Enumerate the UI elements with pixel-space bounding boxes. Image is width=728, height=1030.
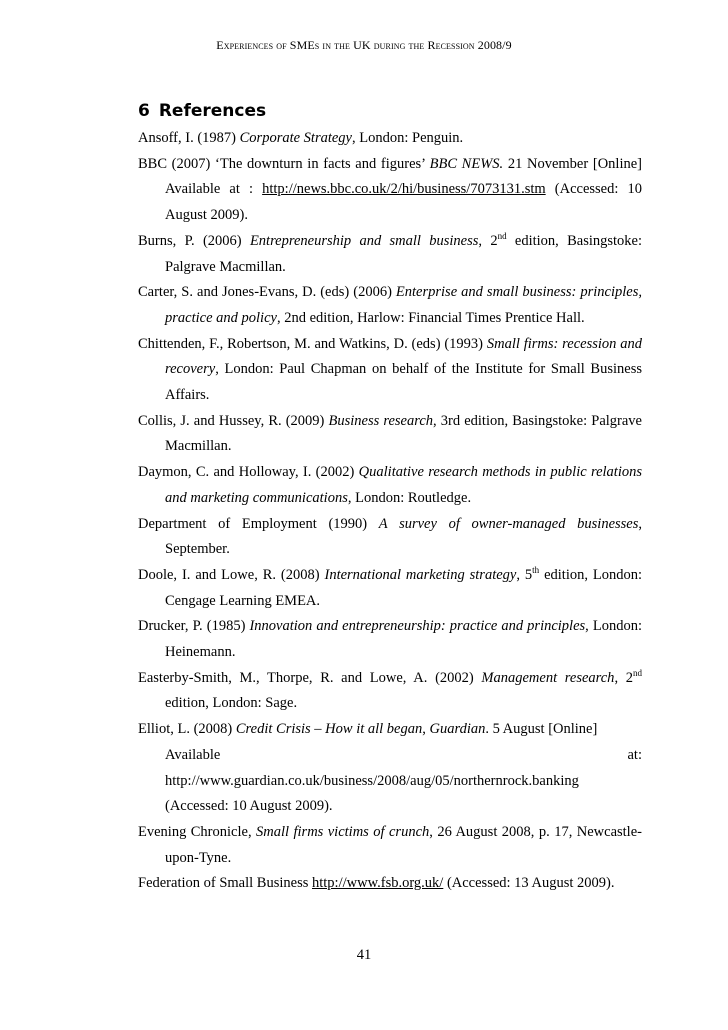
reference-entry: Evening Chronicle, Small firms victims of crunch, 26 August 2008, p. 17, Newcastle-upon-Tyne. [138,823,642,866]
reference-entry: Drucker, P. (1985) Innovation and entrepreneurship: practice and principles, London: Heinemann. [138,618,642,661]
running-header: Experiences of SMEs in the UK during the Recession 2008/9 [216,38,512,52]
section-heading [138,101,266,121]
reference-entry: Easterby-Smith, M., Thorpe, R. and Lowe, A. (2002) Management research, 2nd edition, London: Sage. [138,667,642,712]
reference-link[interactable]: http://www.guardian.co.uk/business/2008/aug/05/northernrock.banking [165,772,579,789]
reference-entry: Collis, J. and Hussey, R. (2009) Business research, 3rd edition, Basingstoke: Palgrave Macmillan. [138,412,642,455]
reference-entry: Daymon, C. and Holloway, I. (2002) Qualitative research methods in public relations and marketing communications, London: Routledge. [138,464,643,506]
reference-entry: Carter, S. and Jones-Evans, D. (eds) (2006) Enterprise and small business: principles, practice and policy, 2nd edition, Harlow: Financial Times Prentice Hall. [138,284,642,326]
reference-entry: Federation of Small Business http://www.fsb.org.uk/ (Accessed: 13 August 2009). [138,875,615,892]
reference-list [138,126,642,897]
section-title: References [158,101,267,121]
reference-entry: Elliot, L. (2008) Credit Crisis – How it all began, Guardian. 5 August [Online] Available at: http://www.guardian.co.uk/business/2008/aug/05/northernrock.banking (Accessed: 10 August 2009). [138,721,642,815]
reference-entry: Burns, P. (2006) Entrepreneurship and small business, 2nd edition, Basingstoke: Palgrave Macmillan. [138,230,643,275]
reference-link[interactable]: http://www.fsb.org.uk/ [312,875,444,892]
reference-link[interactable]: http://news.bbc.co.uk/2/hi/business/7073131.stm [262,181,546,198]
page-number: 41 [356,947,372,963]
reference-entry: Doole, I. and Lowe, R. (2008) International marketing strategy, 5th edition, London: Cengage Learning EMEA. [138,565,643,609]
reference-entry: Ansoff, I. (1987) Corporate Strategy, London: Penguin. [138,130,464,146]
reference-entry: Department of Employment (1990) A survey of owner-managed businesses, September. [138,515,643,558]
reference-entry: Chittenden, F., Robertson, M. and Watkins, D. (eds) (1993) Small firms: recession and recovery, London: Paul Chapman on behalf of the Institute for Small Business Affairs. [138,335,642,404]
section-number: 6 [138,101,150,121]
reference-entry: BBC (2007) ‘The downturn in facts and figures’ BBC NEWS. 21 November [Online] Available at : http://news.bbc.co.uk/2/hi/business/7073131.stm (Accessed: 10 August 2009). [138,155,642,224]
